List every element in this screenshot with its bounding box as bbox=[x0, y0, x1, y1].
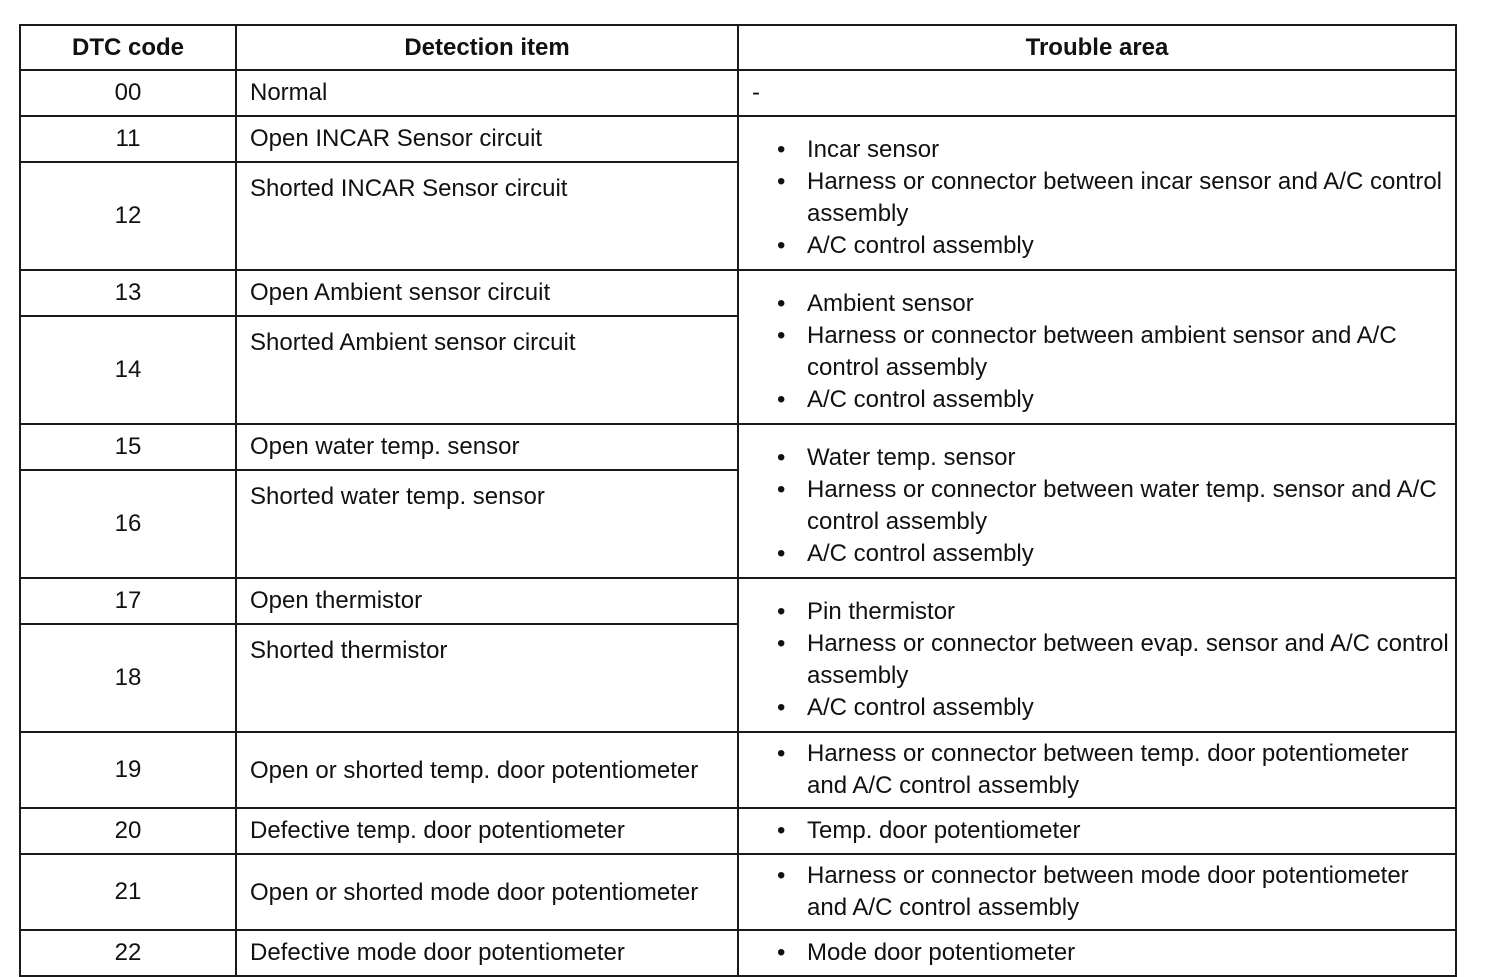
list-item: • A/C control assembly bbox=[777, 230, 1455, 262]
trouble-area-list bbox=[777, 937, 1455, 969]
header-detection-item: Detection item bbox=[236, 25, 738, 70]
table-row bbox=[20, 854, 1456, 930]
trouble-area-list bbox=[777, 288, 1455, 416]
dtc-code: 12 bbox=[20, 162, 236, 270]
detection-item: Open water temp. sensor bbox=[236, 424, 738, 470]
list-item: • Ambient sensor bbox=[777, 288, 1455, 320]
trouble-area bbox=[738, 732, 1456, 808]
dtc-code: 20 bbox=[20, 808, 236, 854]
table-row bbox=[20, 578, 1456, 624]
detection-item: Shorted Ambient sensor circuit bbox=[236, 316, 738, 424]
list-item: • Harness or connector between mode door potentiometer and A/C control assembly bbox=[777, 860, 1455, 924]
trouble-area bbox=[738, 70, 1456, 116]
list-item: • A/C control assembly bbox=[777, 538, 1455, 570]
table-row bbox=[20, 270, 1456, 316]
detection-item: Defective mode door potentiometer bbox=[236, 930, 738, 976]
detection-item: Shorted INCAR Sensor circuit bbox=[236, 162, 738, 270]
list-item: • A/C control assembly bbox=[777, 692, 1455, 724]
detection-item: Defective temp. door potentiometer bbox=[236, 808, 738, 854]
trouble-area bbox=[738, 930, 1456, 976]
trouble-area bbox=[738, 424, 1456, 578]
table-header-row bbox=[20, 25, 1456, 70]
list-item: • Water temp. sensor bbox=[777, 442, 1455, 474]
list-item: • Pin thermistor bbox=[777, 596, 1455, 628]
dtc-code: 14 bbox=[20, 316, 236, 424]
dtc-code: 21 bbox=[20, 854, 236, 930]
dtc-code: 17 bbox=[20, 578, 236, 624]
dtc-code: 11 bbox=[20, 116, 236, 162]
detection-item: Normal bbox=[236, 70, 738, 116]
dtc-code: 16 bbox=[20, 470, 236, 578]
table-row bbox=[20, 116, 1456, 162]
dtc-code: 13 bbox=[20, 270, 236, 316]
detection-item: Open thermistor bbox=[236, 578, 738, 624]
trouble-area-list bbox=[777, 596, 1455, 724]
dtc-code: 15 bbox=[20, 424, 236, 470]
list-item: • Temp. door potentiometer bbox=[777, 815, 1455, 847]
dtc-code: 19 bbox=[20, 732, 236, 808]
list-item: • Harness or connector between temp. door potentiometer and A/C control assembly bbox=[777, 738, 1455, 802]
trouble-area-list bbox=[777, 442, 1455, 570]
dtc-code: 22 bbox=[20, 930, 236, 976]
header-dtc-code: DTC code bbox=[20, 25, 236, 70]
dtc-code: 00 bbox=[20, 70, 236, 116]
list-item: • Harness or connector between evap. sensor and A/C control assembly bbox=[777, 628, 1455, 692]
trouble-area bbox=[738, 578, 1456, 732]
list-item: • A/C control assembly bbox=[777, 384, 1455, 416]
list-item: • Incar sensor bbox=[777, 134, 1455, 166]
list-item: • Harness or connector between water temp. sensor and A/C control assembly bbox=[777, 474, 1455, 538]
trouble-area-list bbox=[777, 860, 1455, 924]
trouble-area-list bbox=[777, 134, 1455, 262]
trouble-area-text: - bbox=[752, 79, 760, 106]
detection-item: Open or shorted temp. door potentiometer bbox=[236, 732, 738, 808]
trouble-area-list bbox=[777, 738, 1455, 802]
detection-item: Open Ambient sensor circuit bbox=[236, 270, 738, 316]
trouble-area bbox=[738, 808, 1456, 854]
list-item: • Harness or connector between incar sensor and A/C control assembly bbox=[777, 166, 1455, 230]
detection-item: Open or shorted mode door potentiometer bbox=[236, 854, 738, 930]
detection-item: Open INCAR Sensor circuit bbox=[236, 116, 738, 162]
trouble-area bbox=[738, 116, 1456, 270]
detection-item: Shorted water temp. sensor bbox=[236, 470, 738, 578]
trouble-area bbox=[738, 854, 1456, 930]
table-row bbox=[20, 930, 1456, 976]
trouble-area-list bbox=[777, 815, 1455, 847]
list-item: • Harness or connector between ambient sensor and A/C control assembly bbox=[777, 320, 1455, 384]
table-row bbox=[20, 70, 1456, 116]
trouble-area bbox=[738, 270, 1456, 424]
list-item: • Mode door potentiometer bbox=[777, 937, 1455, 969]
header-trouble-area: Trouble area bbox=[738, 25, 1456, 70]
dtc-code: 18 bbox=[20, 624, 236, 732]
dtc-table bbox=[19, 24, 1457, 977]
table-row bbox=[20, 732, 1456, 808]
table-row bbox=[20, 424, 1456, 470]
table-row bbox=[20, 808, 1456, 854]
detection-item: Shorted thermistor bbox=[236, 624, 738, 732]
